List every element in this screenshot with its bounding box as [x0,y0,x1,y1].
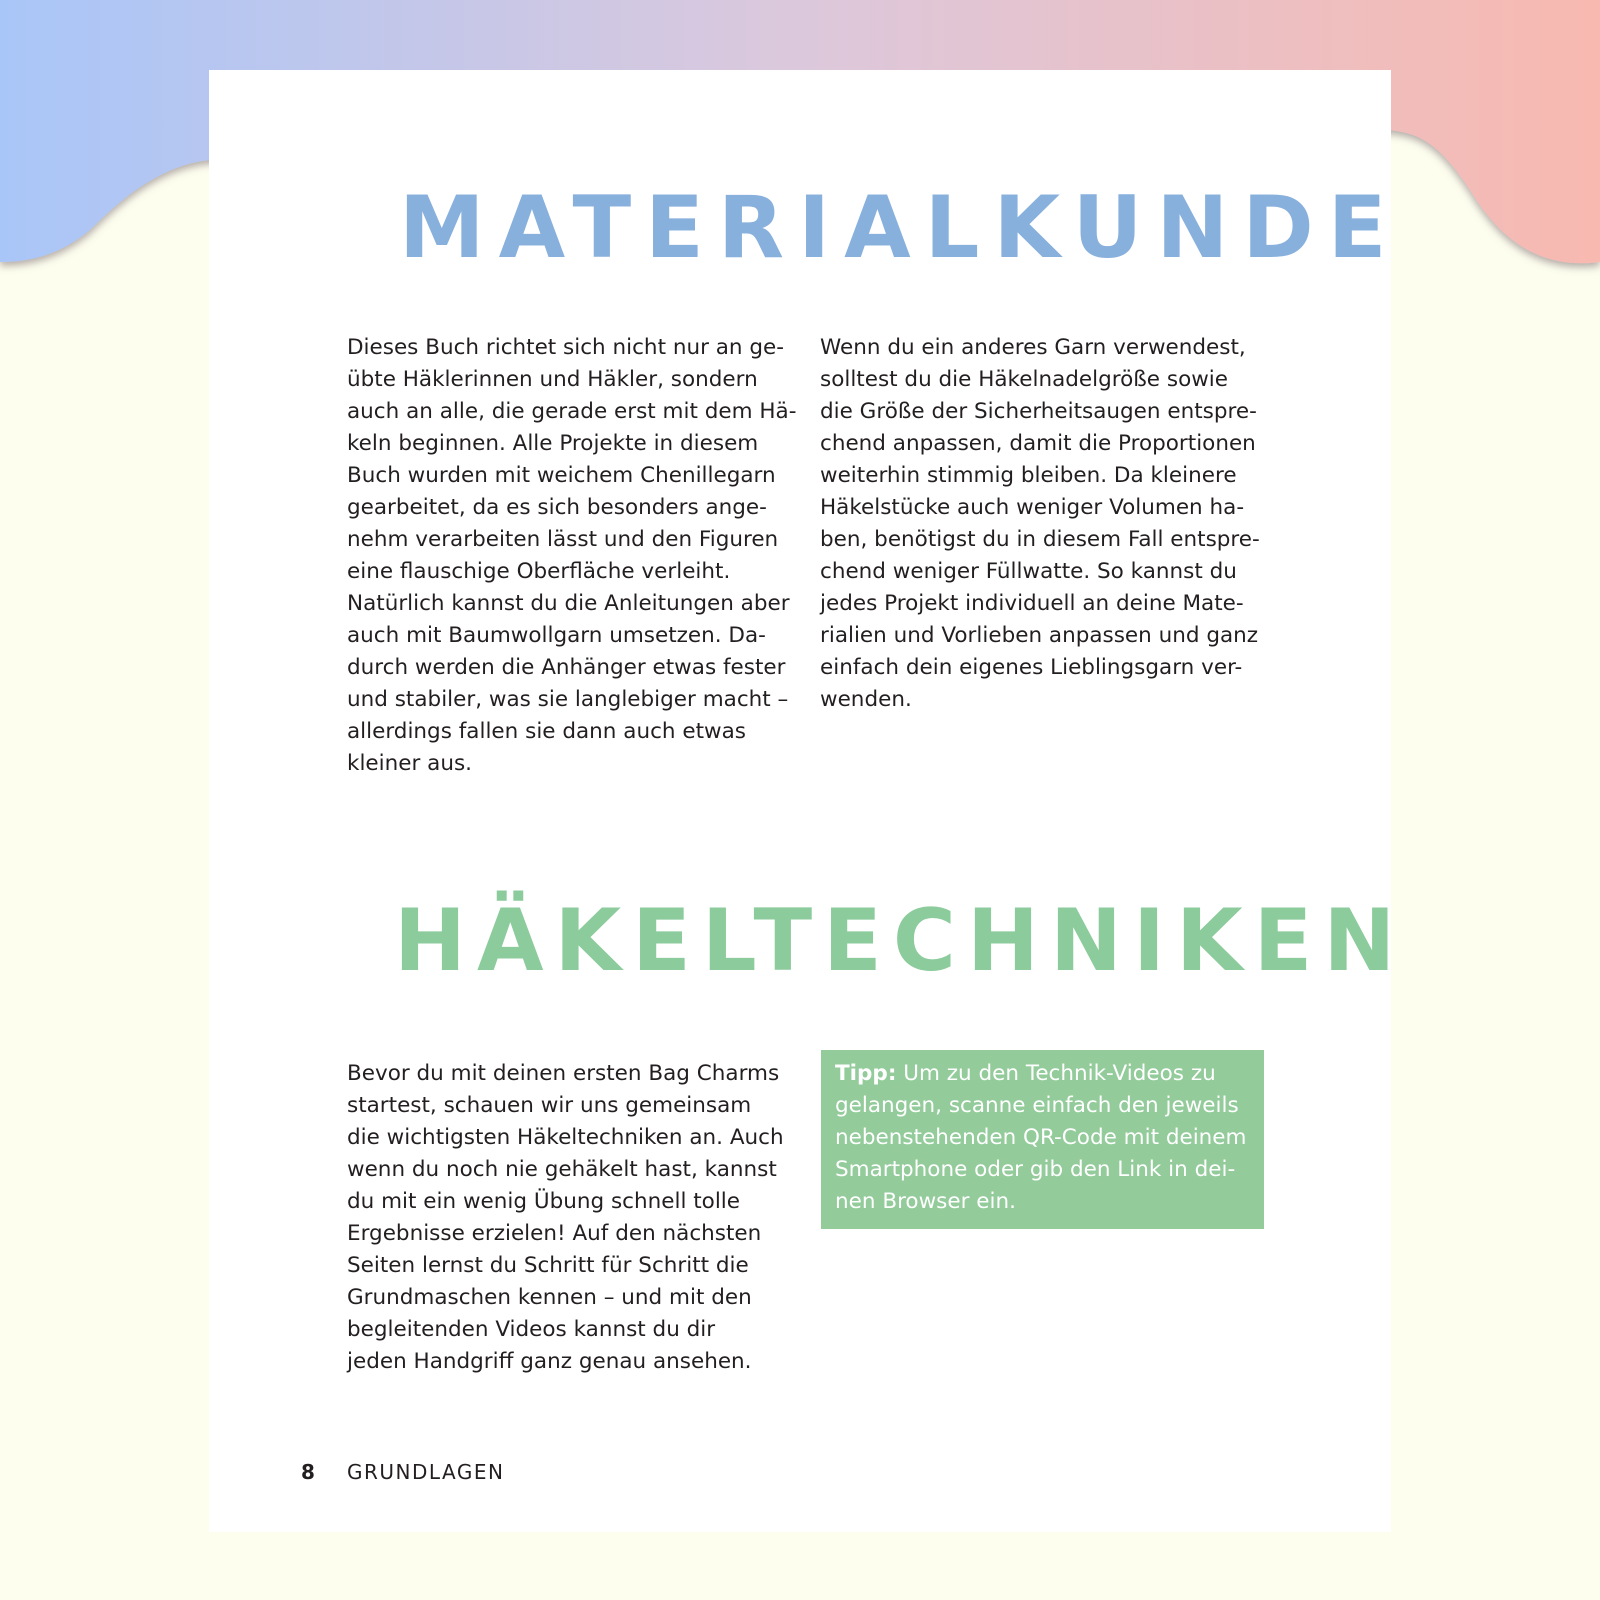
text-line: Wenn du ein anderes Garn verwendest, [820,335,1246,360]
text-line: rialien und Vorlieben anpassen und ganz [820,623,1259,648]
text-line: Dieses Buch richtet sich nicht nur an ge- [347,335,785,360]
tip-line: nebenstehenden QR-Code mit deinem [835,1125,1247,1150]
text-line: Bevor du mit deinen ersten Bag Charms [347,1061,780,1086]
text-line: die Größe der Sicherheitsaugen entspre- [820,399,1257,424]
text-line: startest, schauen wir uns gemeinsam [347,1093,752,1118]
text-line: einfach dein eigenes Lieblingsgarn ver- [820,655,1243,680]
text-line: allerdings fallen sie dann auch etwas [347,719,746,744]
section-title-haekeltechniken: HÄKELTECHNIKEN [394,891,1407,991]
section-title-materialkunde: MATERIALKUNDE [399,178,1401,278]
page-footer [301,1460,504,1484]
tip-text [835,1058,1264,1218]
text-line: Natürlich kannst du die Anleitungen aber [347,591,790,616]
text-line: auch mit Baumwollgarn umsetzen. Da- [347,623,766,648]
page-number: 8 [301,1460,315,1484]
book-page [209,70,1407,1532]
text-line: begleitenden Videos kannst du dir [347,1317,716,1342]
text-line: durch werden die Anhänger etwas fester [347,655,786,680]
materialkunde-column-left [347,332,797,780]
text-line: gearbeitet, da es sich besonders ange- [347,495,767,520]
text-line: wenn du noch nie gehäkelt hast, kannst [347,1157,777,1182]
text-line: keln beginnen. Alle Projekte in diesem [347,431,759,456]
text-line: Ergebnisse erzielen! Auf den nächsten [347,1221,762,1246]
text-line: du mit ein wenig Übung schnell tolle [347,1189,741,1214]
text-line: chend anpassen, damit die Proportionen [820,431,1256,456]
text-line: die wichtigsten Häkeltechniken an. Auch [347,1125,784,1150]
text-line: und stabiler, was sie langlebiger macht – [347,687,789,712]
tip-line: nen Browser ein. [835,1189,1016,1214]
text-line: Grundmaschen kennen – und mit den [347,1285,752,1310]
tip-line: Smartphone oder gib den Link in dei- [835,1157,1236,1182]
text-line: eine flauschige Oberfläche verleiht. [347,559,731,584]
text-line: jeden Handgriff ganz genau ansehen. [347,1349,752,1374]
tip-line [835,1058,1264,1090]
tip-label: Tipp: [835,1061,897,1086]
text-line: chend weniger Füllwatte. So kannst du [820,559,1237,584]
chapter-name: GRUNDLAGEN [347,1460,505,1484]
tip-line-text: Um zu den Technik-Videos zu [896,1061,1216,1086]
text-line: kleiner aus. [347,751,472,776]
text-line: solltest du die Häkelnadelgröße sowie [820,367,1229,392]
text-line: wenden. [820,687,912,712]
tip-line: gelangen, scanne einfach den jeweils [835,1093,1239,1118]
text-line: nehm verarbeiten lässt und den Figuren [347,527,779,552]
text-line: übte Häklerinnen und Häkler, sondern [347,367,758,392]
text-line: ben, benötigst du in diesem Fall entspre- [820,527,1260,552]
text-line: Seiten lernst du Schritt für Schritt die [347,1253,749,1278]
materialkunde-column-right [820,332,1270,716]
tip-box [821,1050,1264,1229]
text-line: jedes Projekt individuell an deine Mate- [820,591,1244,616]
text-line: auch an alle, die gerade erst mit dem Hä- [347,399,797,424]
text-line: Häkelstücke auch weniger Volumen ha- [820,495,1245,520]
text-line: Buch wurden mit weichem Chenillegarn [347,463,776,488]
text-line: weiterhin stimmig bleiben. Da kleinere [820,463,1237,488]
haekeltechniken-column-left [347,1058,787,1378]
